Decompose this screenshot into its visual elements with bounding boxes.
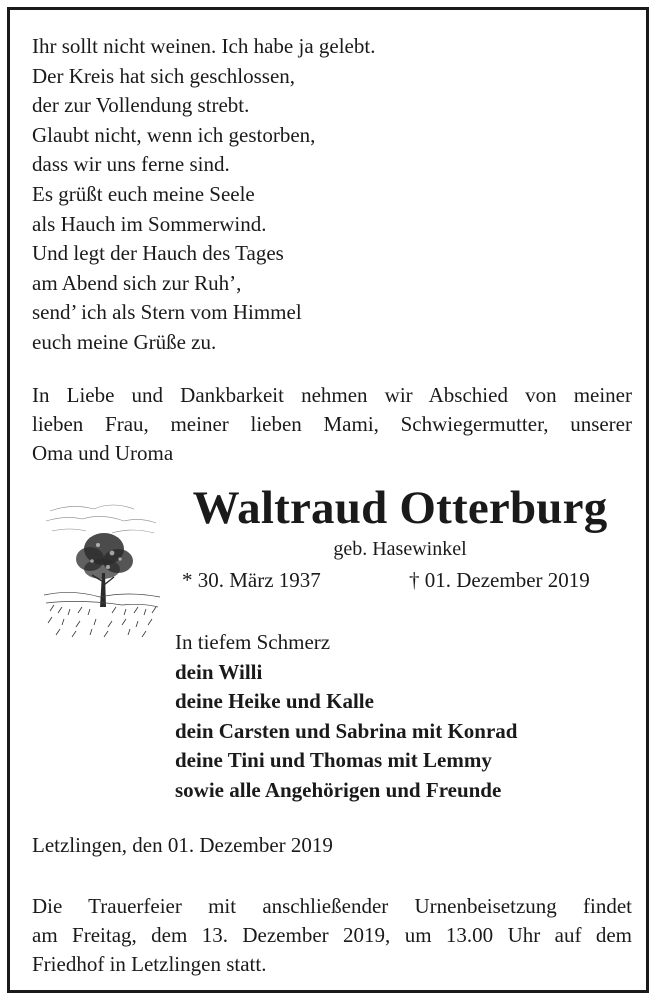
deceased-name: Waltraud Otterburg [192,482,608,534]
mourners-intro: In tiefem Schmerz [175,630,331,654]
poem-line: dass wir uns ferne sind. [32,152,230,177]
farewell-intro [32,381,632,468]
intro-line: Oma und Uroma [32,441,174,465]
tree-landscape-drawing-icon [42,497,162,639]
poem [32,32,375,358]
poem-line: am Abend sich zur Ruh’, [32,270,242,295]
intro-line: lieben Frau, meiner lieben Mami, Schwiegermutter, unserer [32,412,632,436]
service-line: Friedhof in Letzlingen statt. [32,952,267,976]
poem-line: Ihr sollt nicht weinen. Ich habe ja gelebt. [32,34,376,58]
mourner: dein Carsten und Sabrina mit Konrad [175,718,518,743]
poem-line: euch meine Grüße zu. [32,329,217,354]
obituary-frame [7,7,649,993]
mourner: sowie alle Angehörigen und Freunde [175,777,502,802]
poem-line: als Hauch im Sommerwind. [32,211,267,236]
place-date: Letzlingen, den 01. Dezember 2019 [32,833,333,857]
mourner: dein Willi [175,659,263,684]
mourner: deine Heike und Kalle [175,689,374,714]
poem-line: send’ ich als Stern vom Himmel [32,300,302,325]
service-line: am Freitag, dem 13. Dezember 2019, um 13.00 Uhr auf dem [32,923,632,947]
poem-line: Und legt der Hauch des Tages [32,241,284,266]
mourners [175,628,517,806]
funeral-service-info [32,892,632,979]
death-date: † 01. Dezember 2019 [409,568,590,592]
poem-line: Der Kreis hat sich geschlossen, [32,63,296,88]
maiden-name: geb. Hasewinkel [333,538,467,560]
poem-line: Glaubt nicht, wenn ich gestorben, [32,122,316,147]
service-line: Die Trauerfeier mit anschließender Urnenbeisetzung findet [32,894,632,918]
poem-line: der zur Vollendung strebt. [32,93,250,118]
poem-line: Es grüßt euch meine Seele [32,181,255,206]
mourner: deine Tini und Thomas mit Lemmy [175,748,492,773]
birth-date: * 30. März 1937 [182,568,321,592]
intro-line: In Liebe und Dankbarkeit nehmen wir Abschied von meiner [32,383,632,407]
